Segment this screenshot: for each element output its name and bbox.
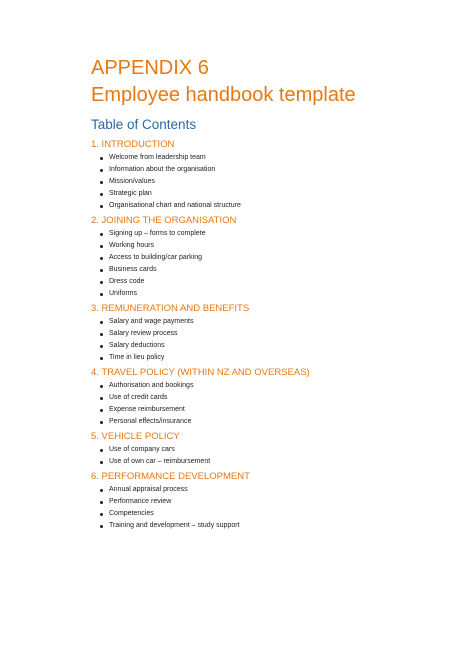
list-item-text: Expense reimbursement xyxy=(109,406,185,413)
list-item-text: Annual appraisal process xyxy=(109,486,188,493)
section-heading: 3. REMUNERATION AND BENEFITS xyxy=(91,303,250,314)
list-item xyxy=(91,484,474,496)
bullet-icon xyxy=(100,205,103,208)
section-item-list xyxy=(91,316,474,364)
list-item xyxy=(91,416,474,428)
list-item-text: Time in lieu policy xyxy=(109,354,165,361)
list-item xyxy=(91,200,474,212)
list-item-text: Dress code xyxy=(109,278,145,285)
list-item-text: Welcome from leadership team xyxy=(109,154,206,161)
section-item-list xyxy=(91,444,474,468)
list-item-text: Use of credit cards xyxy=(109,394,168,401)
list-item xyxy=(91,252,474,264)
section-item-list xyxy=(91,152,474,212)
list-item-text: Business cards xyxy=(109,266,157,273)
toc-section xyxy=(91,303,474,364)
appendix-title: APPENDIX 6 xyxy=(91,57,209,79)
list-item-text: Salary review process xyxy=(109,330,178,337)
list-item xyxy=(91,340,474,352)
bullet-icon xyxy=(100,321,103,324)
toc-section xyxy=(91,215,474,300)
bullet-icon xyxy=(100,181,103,184)
list-item xyxy=(91,508,474,520)
list-item-text: Working hours xyxy=(109,242,155,249)
list-item-text: Personal effects/insurance xyxy=(109,418,192,425)
toc-section xyxy=(91,471,474,532)
list-item-text: Performance review xyxy=(109,498,172,505)
bullet-icon xyxy=(100,409,103,412)
section-item-list xyxy=(91,380,474,428)
list-item xyxy=(91,288,474,300)
list-item-text: Strategic plan xyxy=(109,190,152,197)
bullet-icon xyxy=(100,333,103,336)
bullet-icon xyxy=(100,489,103,492)
list-item xyxy=(91,496,474,508)
list-item xyxy=(91,240,474,252)
section-heading: 5. VEHICLE POLICY xyxy=(91,431,180,442)
list-item xyxy=(91,152,474,164)
list-item xyxy=(91,328,474,340)
list-item xyxy=(91,188,474,200)
bullet-icon xyxy=(100,345,103,348)
toc-section xyxy=(91,367,474,428)
list-item-text: Salary and wage payments xyxy=(109,318,194,325)
bullet-icon xyxy=(100,357,103,360)
list-item xyxy=(91,264,474,276)
list-item xyxy=(91,176,474,188)
section-heading: 2. JOINING THE ORGANISATION xyxy=(91,215,237,226)
toc-section xyxy=(91,139,474,212)
bullet-icon xyxy=(100,281,103,284)
bullet-icon xyxy=(100,169,103,172)
list-item xyxy=(91,444,474,456)
bullet-icon xyxy=(100,501,103,504)
list-item-text: Use of company cars xyxy=(109,446,175,453)
list-item-text: Access to building/car parking xyxy=(109,254,202,261)
list-item-text: Use of own car – reimbursement xyxy=(109,458,211,465)
section-heading: 1. INTRODUCTION xyxy=(91,139,175,150)
bullet-icon xyxy=(100,449,103,452)
bullet-icon xyxy=(100,157,103,160)
document-title: Employee handbook template xyxy=(91,84,356,106)
bullet-icon xyxy=(100,513,103,516)
toc-sections xyxy=(91,139,474,532)
table-of-contents-heading: Table of Contents xyxy=(91,117,197,132)
list-item-text: Information about the organisation xyxy=(109,166,216,173)
bullet-icon xyxy=(100,385,103,388)
section-heading: 4. TRAVEL POLICY (WITHIN NZ AND OVERSEAS) xyxy=(91,367,310,378)
list-item-text: Competencies xyxy=(109,510,154,517)
bullet-icon xyxy=(100,193,103,196)
list-item xyxy=(91,520,474,532)
bullet-icon xyxy=(100,245,103,248)
list-item-text: Training and development – study support xyxy=(109,522,240,529)
bullet-icon xyxy=(100,233,103,236)
bullet-icon xyxy=(100,257,103,260)
bullet-icon xyxy=(100,397,103,400)
list-item xyxy=(91,316,474,328)
bullet-icon xyxy=(100,525,103,528)
list-item xyxy=(91,352,474,364)
section-item-list xyxy=(91,228,474,300)
list-item-text: Organisational chart and national structure xyxy=(109,202,241,209)
list-item-text: Mission/values xyxy=(109,178,155,185)
list-item xyxy=(91,276,474,288)
list-item xyxy=(91,228,474,240)
list-item xyxy=(91,404,474,416)
list-item xyxy=(91,392,474,404)
toc-section xyxy=(91,431,474,468)
section-item-list xyxy=(91,484,474,532)
list-item xyxy=(91,380,474,392)
list-item xyxy=(91,456,474,468)
section-heading: 6. PERFORMANCE DEVELOPMENT xyxy=(91,471,250,482)
bullet-icon xyxy=(100,461,103,464)
list-item-text: Uniforms xyxy=(109,290,138,297)
list-item-text: Signing up – forms to complete xyxy=(109,230,206,237)
list-item-text: Authorisation and bookings xyxy=(109,382,194,389)
bullet-icon xyxy=(100,269,103,272)
bullet-icon xyxy=(100,421,103,424)
list-item-text: Salary deductions xyxy=(109,342,165,349)
bullet-icon xyxy=(100,293,103,296)
list-item xyxy=(91,164,474,176)
